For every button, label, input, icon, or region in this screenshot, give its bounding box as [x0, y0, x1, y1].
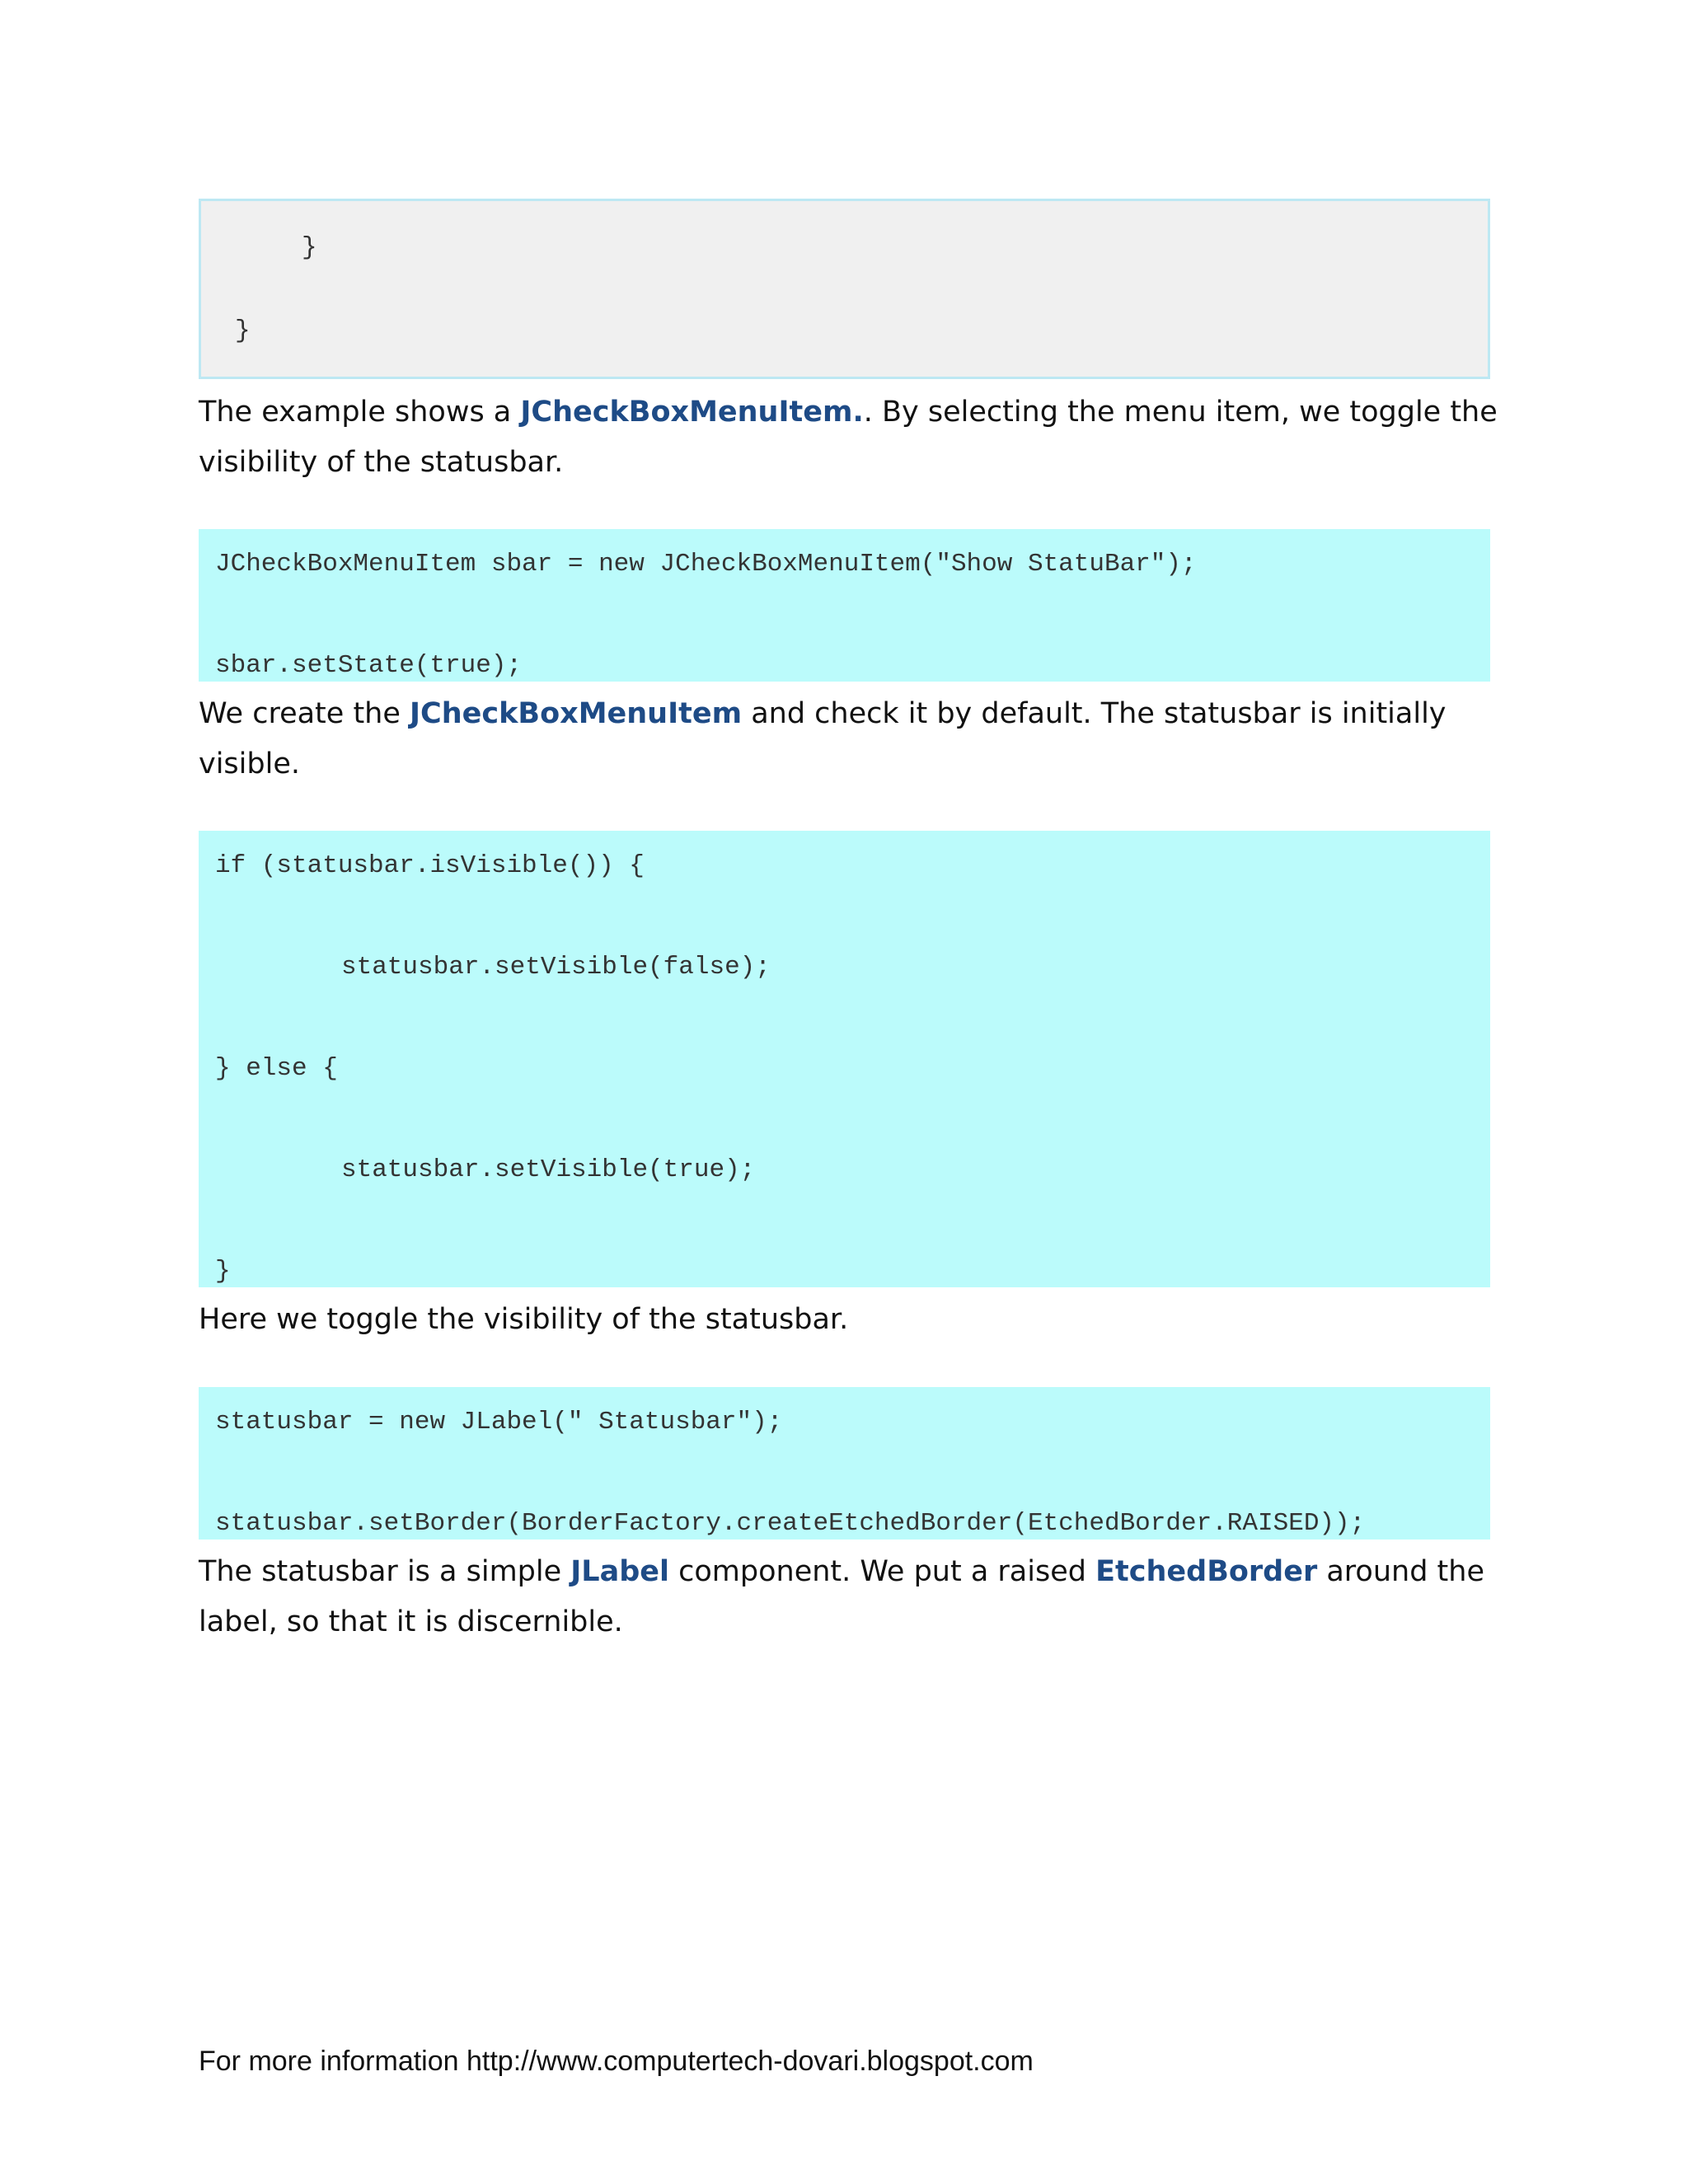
- class-name-term: EtchedBorder: [1095, 1555, 1318, 1588]
- code-line: JCheckBoxMenuItem sbar = new JCheckBoxMenuItem("Show StatuBar");: [215, 550, 1197, 579]
- paragraph-statusbar-description: [199, 1547, 1501, 1647]
- paragraph-text: label, so that it is discernible.: [199, 1605, 623, 1638]
- code-block-create-menuitem: [199, 529, 1490, 682]
- paragraph-create-description: [199, 689, 1501, 790]
- code-line: statusbar.setVisible(true);: [341, 1155, 756, 1184]
- page-footer: For more information http://www.computertech-dovari.blogspot.com: [199, 2046, 1034, 2077]
- paragraph-text: The example shows a: [199, 396, 521, 429]
- code-line: }: [235, 316, 251, 345]
- paragraph-text: visible.: [199, 748, 300, 780]
- code-line: if (statusbar.isVisible()) {: [215, 851, 645, 880]
- paragraph-text: Here we toggle the visibility of the statusbar.: [199, 1303, 849, 1336]
- class-name-term: JLabel: [570, 1555, 669, 1588]
- paragraph-text: We create the: [199, 697, 410, 730]
- class-name-term: JCheckBoxMenuItem.: [520, 396, 864, 429]
- code-line: }: [215, 1257, 231, 1286]
- paragraph-text: and check it by default. The statusbar is initially: [742, 697, 1447, 730]
- code-line: statusbar.setBorder(BorderFactory.createEtchedBorder(EtchedBorder.RAISED));: [215, 1509, 1366, 1538]
- code-line: statusbar = new JLabel(" Statusbar");: [215, 1408, 783, 1436]
- code-block-closing-braces: [199, 199, 1490, 379]
- paragraph-example-description: [199, 387, 1501, 488]
- code-line: } else {: [215, 1054, 338, 1083]
- paragraph-text: The statusbar is a simple: [199, 1555, 571, 1588]
- code-line: sbar.setState(true);: [215, 651, 523, 680]
- code-line: statusbar.setVisible(false);: [341, 953, 771, 982]
- paragraph-text: component. We put a raised: [669, 1555, 1096, 1588]
- code-block-statusbar: [199, 1387, 1490, 1540]
- paragraph-text: . By selecting the menu item, we toggle the: [863, 396, 1498, 429]
- paragraph-text: visibility of the statusbar.: [199, 446, 564, 479]
- code-line: }: [302, 233, 317, 262]
- code-block-toggle: [199, 831, 1490, 1287]
- paragraph-toggle-description: [199, 1295, 1501, 1345]
- class-name-term: JCheckBoxMenuItem: [410, 697, 743, 730]
- paragraph-text: around the: [1317, 1555, 1484, 1588]
